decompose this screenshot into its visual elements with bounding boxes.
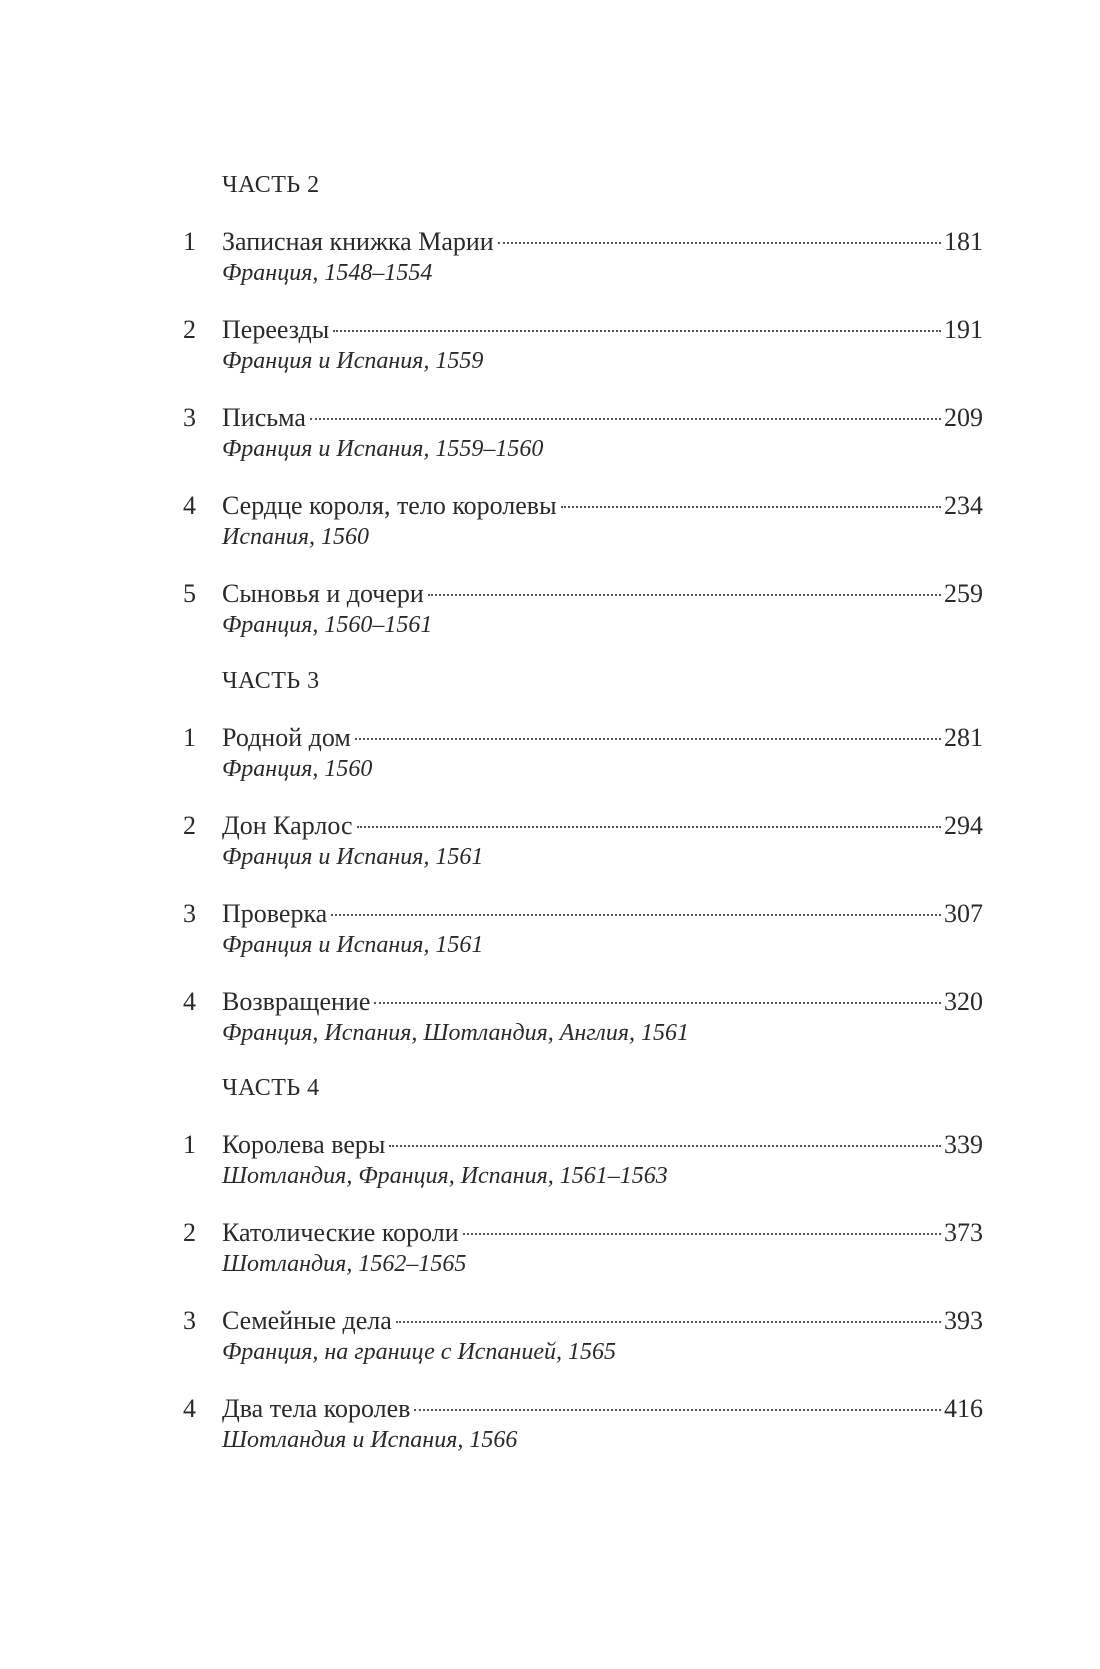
- chapter-number: 3: [183, 1306, 196, 1335]
- page-number: 373: [944, 1218, 983, 1247]
- chapter-title[interactable]: Проверка: [222, 899, 328, 928]
- chapter-number: 4: [183, 987, 196, 1016]
- page-number: 281: [944, 723, 983, 752]
- page-number: 191: [944, 315, 983, 344]
- part-heading: ЧАСТЬ 3: [222, 668, 320, 694]
- dot-leader: [310, 418, 941, 420]
- page-number: 339: [944, 1130, 983, 1159]
- part-heading: ЧАСТЬ 2: [222, 172, 320, 198]
- dot-leader: [374, 1002, 941, 1004]
- page-number: 307: [944, 899, 983, 928]
- chapter-title[interactable]: Семейные дела: [222, 1306, 392, 1335]
- chapter-number: 1: [183, 1130, 196, 1159]
- dot-leader: [389, 1145, 941, 1147]
- toc-entry[interactable]: [183, 490, 983, 556]
- chapter-title[interactable]: Записная книжка Марии: [222, 227, 494, 256]
- chapter-title[interactable]: Возвращение: [222, 987, 371, 1016]
- toc-entry[interactable]: [183, 578, 983, 644]
- dot-leader: [396, 1321, 941, 1323]
- chapter-number: 4: [183, 491, 196, 520]
- page-number: 320: [944, 987, 983, 1016]
- dot-leader: [428, 594, 941, 596]
- page-number: 259: [944, 579, 983, 608]
- chapter-number: 1: [183, 723, 196, 752]
- page-number: 294: [944, 811, 983, 840]
- dot-leader: [357, 826, 941, 828]
- chapter-subtitle: Франция, Испания, Шотландия, Англия, 1561: [222, 1020, 689, 1046]
- page-number: 234: [944, 491, 983, 520]
- toc-entry[interactable]: [183, 722, 983, 788]
- chapter-number: 5: [183, 579, 196, 608]
- chapter-title[interactable]: Сердце короля, тело королевы: [222, 491, 557, 520]
- dot-leader: [331, 914, 941, 916]
- chapter-title[interactable]: Два тела королев: [222, 1394, 411, 1423]
- dot-leader: [463, 1233, 941, 1235]
- toc-entry[interactable]: [183, 986, 983, 1052]
- toc-entry[interactable]: [183, 898, 983, 964]
- toc-entry[interactable]: [183, 314, 983, 380]
- chapter-subtitle: Франция, 1560–1561: [222, 612, 433, 638]
- toc-entry[interactable]: [183, 1217, 983, 1283]
- toc-entry[interactable]: [183, 402, 983, 468]
- chapter-title[interactable]: Родной дом: [222, 723, 351, 752]
- chapter-subtitle: Испания, 1560: [222, 524, 370, 550]
- chapter-number: 2: [183, 1218, 196, 1247]
- chapter-title[interactable]: Переезды: [222, 315, 330, 344]
- toc-entry[interactable]: [183, 1393, 983, 1459]
- chapter-subtitle: Франция и Испания, 1561: [222, 932, 484, 958]
- chapter-title[interactable]: Письма: [222, 403, 306, 432]
- part-heading: ЧАСТЬ 4: [222, 1075, 320, 1101]
- chapter-subtitle: Франция и Испания, 1559: [222, 348, 484, 374]
- dot-leader: [498, 242, 941, 244]
- chapter-number: 2: [183, 811, 196, 840]
- chapter-number: 2: [183, 315, 196, 344]
- chapter-subtitle: Франция, 1560: [222, 756, 373, 782]
- chapter-title[interactable]: Дон Карлос: [222, 811, 353, 840]
- chapter-subtitle: Шотландия, 1562–1565: [222, 1251, 467, 1277]
- dot-leader: [561, 506, 941, 508]
- toc-entry[interactable]: [183, 226, 983, 292]
- page-number: 209: [944, 403, 983, 432]
- toc-entry[interactable]: [183, 1129, 983, 1195]
- chapter-number: 1: [183, 227, 196, 256]
- chapter-title[interactable]: Католические короли: [222, 1218, 459, 1247]
- chapter-number: 3: [183, 899, 196, 928]
- chapter-subtitle: Шотландия, Франция, Испания, 1561–1563: [222, 1163, 668, 1189]
- page-number: 393: [944, 1306, 983, 1335]
- chapter-number: 4: [183, 1394, 196, 1423]
- dot-leader: [333, 330, 941, 332]
- chapter-subtitle: Шотландия и Испания, 1566: [222, 1427, 518, 1453]
- chapter-title[interactable]: Королева веры: [222, 1130, 386, 1159]
- toc-entry[interactable]: [183, 1305, 983, 1371]
- toc-entry[interactable]: [183, 810, 983, 876]
- chapter-number: 3: [183, 403, 196, 432]
- chapter-title[interactable]: Сыновья и дочери: [222, 579, 424, 608]
- chapter-subtitle: Франция и Испания, 1559–1560: [222, 436, 544, 462]
- chapter-subtitle: Франция, на границе с Испанией, 1565: [222, 1339, 616, 1365]
- page-number: 181: [944, 227, 983, 256]
- dot-leader: [414, 1409, 941, 1411]
- page-number: 416: [944, 1394, 983, 1423]
- dot-leader: [355, 738, 941, 740]
- chapter-subtitle: Франция и Испания, 1561: [222, 844, 484, 870]
- chapter-subtitle: Франция, 1548–1554: [222, 260, 433, 286]
